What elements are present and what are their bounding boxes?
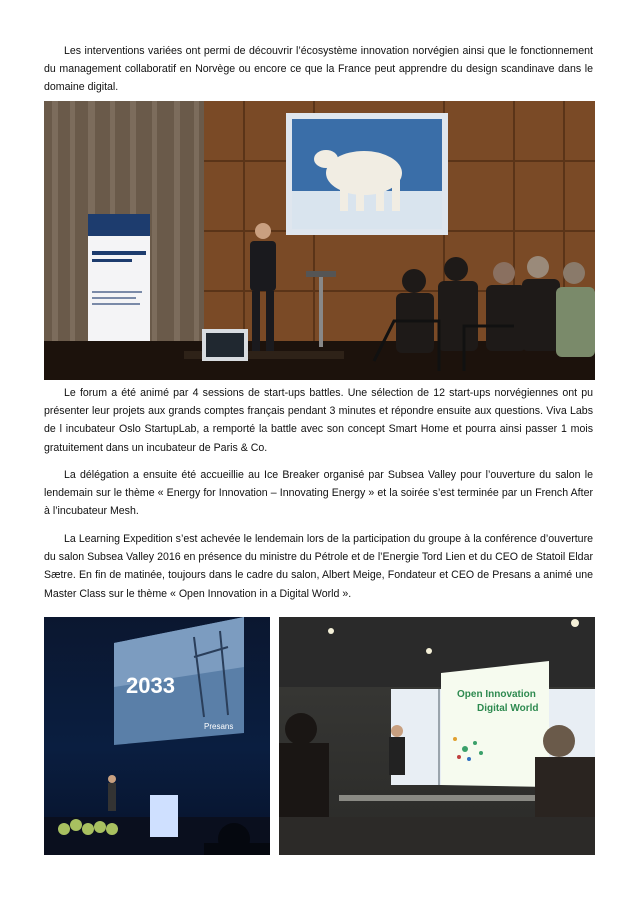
slide-year: 2033 <box>126 673 175 698</box>
paragraph-2: Le forum a été animé par 4 sessions de start-ups battles. Une sélection de 12 start-ups norvégiennes ont pu présenter leur projets aux grands comptes français pendant 3 minutes et répondre ensuite aux questions. Viva Labs de l incubateur Oslo StartupLab, a remporté la battle avec son concept Smart Home et pourra ainsi passer 1 mois gratuitement dans un incubateur de Paris & Co. <box>44 387 593 454</box>
conference-stage-photo <box>44 617 270 855</box>
masterclass-photo <box>279 617 595 855</box>
paragraph-3: La délégation a ensuite été accueillie au Ice Breaker organisé par Subsea Valley pour l’ouverture du salon le lendemain sur le thème « Energy for Innovation – Innovating Energy » et la soirée s’est terminée par un French After à l’incubateur Mesh. <box>44 469 593 518</box>
paragraph-4: La Learning Expedition s’est achevée le lendemain lors de la participation du groupe à la conférence d’ouverture du salon Subsea Valley 2016 en présence du ministre du Pétrole et de l’Energie Tord Lien et du CEO de Statoil Eldar Sætre. En fin de matinée, toujours dans le cadre du salon, Albert Meige, Fondateur et CEO de Presans a animé une Master Class sur le thème « Open Innovation in a Digital World ». <box>44 533 593 600</box>
forum-stage-photo <box>44 101 595 380</box>
paragraph-1: Les interventions variées ont permi de découvrir l’écosystème innovation norvégien ainsi que le fonctionnement du management collaboratif en Norvège ou encore ce que la France peut apprendre du design scandinave dans le domaine digital. <box>44 45 593 94</box>
slide-title-1: Open Innovation <box>457 689 536 700</box>
slide-title-2: Digital World <box>477 703 539 714</box>
slide-logo: Presans <box>204 722 234 731</box>
